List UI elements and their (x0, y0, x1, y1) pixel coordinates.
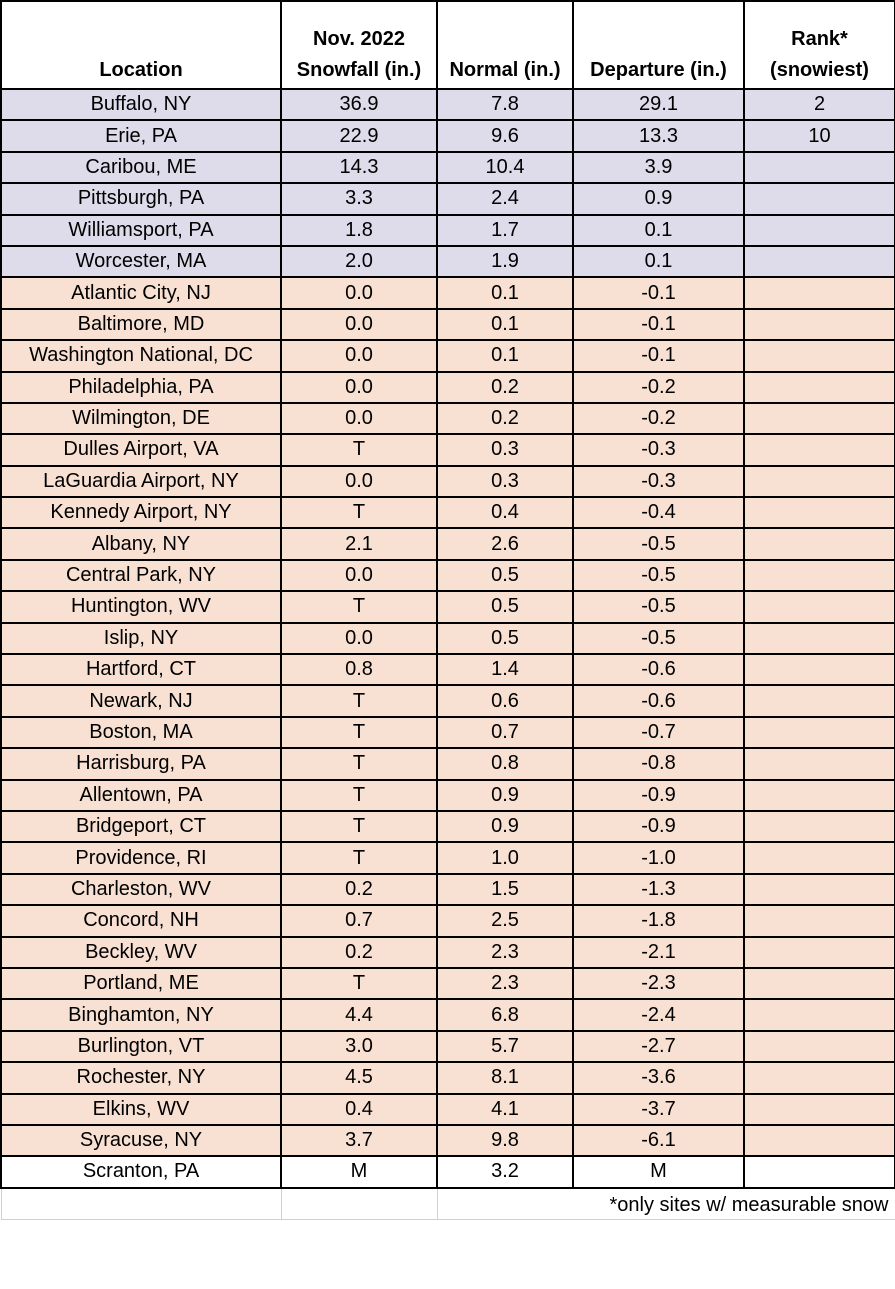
cell-location: Baltimore, MD (1, 309, 281, 340)
cell-departure: -0.6 (573, 685, 744, 716)
cell-departure: 0.1 (573, 246, 744, 277)
table-row (1, 183, 895, 214)
footnote-row (1, 1188, 895, 1220)
cell-normal: 6.8 (437, 999, 573, 1030)
header-location-label: Location (99, 59, 183, 81)
cell-snowfall: 0.0 (281, 560, 437, 591)
cell-departure: -0.1 (573, 277, 744, 308)
cell-location: Burlington, VT (1, 1031, 281, 1062)
header-snowfall (281, 1, 437, 89)
cell-normal: 10.4 (437, 152, 573, 183)
cell-snowfall: 4.5 (281, 1062, 437, 1093)
cell-rank (744, 654, 895, 685)
cell-rank (744, 1031, 895, 1062)
cell-rank (744, 905, 895, 936)
cell-snowfall: 0.0 (281, 340, 437, 371)
cell-normal: 0.8 (437, 748, 573, 779)
table-row (1, 246, 895, 277)
table-row (1, 748, 895, 779)
cell-rank (744, 403, 895, 434)
cell-rank (744, 717, 895, 748)
table-row (1, 937, 895, 968)
cell-snowfall: T (281, 434, 437, 465)
cell-location: Atlantic City, NJ (1, 277, 281, 308)
cell-normal: 2.5 (437, 905, 573, 936)
cell-rank (744, 811, 895, 842)
table-row (1, 905, 895, 936)
cell-snowfall: T (281, 748, 437, 779)
cell-snowfall: 0.0 (281, 309, 437, 340)
header-normal (437, 1, 573, 89)
cell-location: LaGuardia Airport, NY (1, 466, 281, 497)
cell-departure: -0.2 (573, 372, 744, 403)
cell-location: Philadelphia, PA (1, 372, 281, 403)
cell-normal: 0.5 (437, 560, 573, 591)
cell-snowfall: T (281, 717, 437, 748)
footnote-spacer-1 (1, 1188, 281, 1220)
cell-departure: -1.0 (573, 842, 744, 873)
cell-rank (744, 780, 895, 811)
cell-normal: 2.3 (437, 937, 573, 968)
cell-snowfall: T (281, 497, 437, 528)
cell-normal: 9.8 (437, 1125, 573, 1156)
cell-snowfall: T (281, 685, 437, 716)
header-departure-label: Departure (in.) (590, 59, 727, 81)
cell-snowfall: 3.0 (281, 1031, 437, 1062)
cell-snowfall: 0.4 (281, 1094, 437, 1125)
cell-rank (744, 528, 895, 559)
cell-rank (744, 215, 895, 246)
cell-location: Dulles Airport, VA (1, 434, 281, 465)
cell-location: Rochester, NY (1, 1062, 281, 1093)
cell-snowfall: 2.1 (281, 528, 437, 559)
table-row (1, 968, 895, 999)
cell-location: Bridgeport, CT (1, 811, 281, 842)
table-row (1, 215, 895, 246)
cell-location: Pittsburgh, PA (1, 183, 281, 214)
cell-normal: 0.4 (437, 497, 573, 528)
table-row (1, 717, 895, 748)
table-row (1, 372, 895, 403)
cell-snowfall: 0.0 (281, 466, 437, 497)
cell-rank (744, 623, 895, 654)
cell-departure: -2.3 (573, 968, 744, 999)
cell-snowfall: 0.8 (281, 654, 437, 685)
cell-snowfall: T (281, 780, 437, 811)
table-body (1, 89, 895, 1188)
cell-normal: 0.3 (437, 466, 573, 497)
table-row (1, 277, 895, 308)
table-row (1, 466, 895, 497)
cell-departure: -0.3 (573, 434, 744, 465)
cell-location: Caribou, ME (1, 152, 281, 183)
cell-departure: -3.6 (573, 1062, 744, 1093)
cell-location: Erie, PA (1, 120, 281, 151)
table-row (1, 434, 895, 465)
header-rank-line2: (snowiest) (770, 59, 869, 81)
cell-location: Newark, NJ (1, 685, 281, 716)
cell-rank (744, 999, 895, 1030)
table-row (1, 780, 895, 811)
table-row (1, 152, 895, 183)
cell-normal: 1.5 (437, 874, 573, 905)
cell-departure: -0.2 (573, 403, 744, 434)
cell-snowfall: 0.2 (281, 937, 437, 968)
cell-normal: 5.7 (437, 1031, 573, 1062)
cell-departure: -6.1 (573, 1125, 744, 1156)
cell-normal: 1.7 (437, 215, 573, 246)
cell-location: Worcester, MA (1, 246, 281, 277)
cell-rank (744, 560, 895, 591)
header-row (1, 1, 895, 89)
cell-location: Elkins, WV (1, 1094, 281, 1125)
cell-departure: -1.8 (573, 905, 744, 936)
table-row (1, 685, 895, 716)
cell-normal: 7.8 (437, 89, 573, 120)
cell-departure: -1.3 (573, 874, 744, 905)
cell-snowfall: 2.0 (281, 246, 437, 277)
cell-rank (744, 1156, 895, 1187)
table-row (1, 497, 895, 528)
header-snowfall-line2: Snowfall (in.) (296, 59, 422, 81)
cell-departure: 0.1 (573, 215, 744, 246)
cell-normal: 0.5 (437, 591, 573, 622)
cell-location: Beckley, WV (1, 937, 281, 968)
cell-normal: 2.4 (437, 183, 573, 214)
table-row (1, 528, 895, 559)
cell-normal: 2.6 (437, 528, 573, 559)
cell-departure: -3.7 (573, 1094, 744, 1125)
table-row (1, 120, 895, 151)
cell-normal: 0.2 (437, 372, 573, 403)
cell-rank (744, 497, 895, 528)
cell-normal: 8.1 (437, 1062, 573, 1093)
header-location (1, 1, 281, 89)
cell-location: Allentown, PA (1, 780, 281, 811)
cell-departure: -0.1 (573, 309, 744, 340)
table-row (1, 999, 895, 1030)
cell-location: Harrisburg, PA (1, 748, 281, 779)
footnote-spacer-2 (281, 1188, 437, 1220)
cell-normal: 0.7 (437, 717, 573, 748)
footnote: *only sites w/ measurable snow (437, 1188, 895, 1220)
cell-location: Central Park, NY (1, 560, 281, 591)
cell-normal: 0.1 (437, 340, 573, 371)
cell-snowfall: 14.3 (281, 152, 437, 183)
cell-snowfall: T (281, 842, 437, 873)
cell-location: Hartford, CT (1, 654, 281, 685)
cell-location: Providence, RI (1, 842, 281, 873)
cell-snowfall: T (281, 968, 437, 999)
header-snowfall-line1: Nov. 2022 (313, 28, 405, 50)
cell-snowfall: 1.8 (281, 215, 437, 246)
cell-departure: -0.1 (573, 340, 744, 371)
cell-departure: 13.3 (573, 120, 744, 151)
cell-location: Islip, NY (1, 623, 281, 654)
cell-rank (744, 1094, 895, 1125)
cell-snowfall: M (281, 1156, 437, 1187)
cell-rank: 2 (744, 89, 895, 120)
cell-departure: -0.5 (573, 623, 744, 654)
table-row (1, 403, 895, 434)
cell-location: Scranton, PA (1, 1156, 281, 1187)
cell-rank: 10 (744, 120, 895, 151)
cell-rank (744, 246, 895, 277)
cell-location: Wilmington, DE (1, 403, 281, 434)
cell-departure: 3.9 (573, 152, 744, 183)
cell-location: Huntington, WV (1, 591, 281, 622)
cell-normal: 0.1 (437, 277, 573, 308)
cell-rank (744, 277, 895, 308)
cell-snowfall: 22.9 (281, 120, 437, 151)
cell-location: Portland, ME (1, 968, 281, 999)
header-rank (744, 1, 895, 89)
cell-normal: 0.2 (437, 403, 573, 434)
cell-snowfall: T (281, 811, 437, 842)
cell-location: Buffalo, NY (1, 89, 281, 120)
cell-location: Charleston, WV (1, 874, 281, 905)
table-row (1, 309, 895, 340)
cell-departure: -0.5 (573, 560, 744, 591)
cell-snowfall: 3.3 (281, 183, 437, 214)
cell-departure: -0.3 (573, 466, 744, 497)
table-row (1, 874, 895, 905)
table-row (1, 560, 895, 591)
cell-departure: -2.4 (573, 999, 744, 1030)
cell-rank (744, 748, 895, 779)
header-normal-label: Normal (in.) (449, 59, 561, 81)
table-row (1, 623, 895, 654)
header-rank-line1: Rank* (791, 28, 848, 50)
cell-snowfall: 3.7 (281, 1125, 437, 1156)
cell-snowfall: 0.0 (281, 623, 437, 654)
cell-snowfall: 0.0 (281, 277, 437, 308)
table-row (1, 591, 895, 622)
table-row (1, 1156, 895, 1187)
cell-rank (744, 340, 895, 371)
cell-departure: -0.6 (573, 654, 744, 685)
table-row (1, 1125, 895, 1156)
cell-rank (744, 874, 895, 905)
cell-location: Washington National, DC (1, 340, 281, 371)
cell-departure: -0.9 (573, 780, 744, 811)
header-departure (573, 1, 744, 89)
table-row (1, 89, 895, 120)
cell-location: Kennedy Airport, NY (1, 497, 281, 528)
cell-rank (744, 183, 895, 214)
cell-normal: 0.3 (437, 434, 573, 465)
cell-normal: 0.6 (437, 685, 573, 716)
cell-rank (744, 152, 895, 183)
cell-rank (744, 372, 895, 403)
cell-rank (744, 1062, 895, 1093)
cell-normal: 9.6 (437, 120, 573, 151)
table-row (1, 842, 895, 873)
cell-location: Williamsport, PA (1, 215, 281, 246)
cell-departure: -0.7 (573, 717, 744, 748)
table-row (1, 811, 895, 842)
cell-location: Albany, NY (1, 528, 281, 559)
cell-rank (744, 968, 895, 999)
cell-snowfall: T (281, 591, 437, 622)
cell-departure: -0.9 (573, 811, 744, 842)
table-row (1, 1094, 895, 1125)
cell-rank (744, 466, 895, 497)
cell-location: Syracuse, NY (1, 1125, 281, 1156)
cell-location: Boston, MA (1, 717, 281, 748)
cell-normal: 0.9 (437, 780, 573, 811)
table-row (1, 1062, 895, 1093)
cell-rank (744, 937, 895, 968)
cell-rank (744, 434, 895, 465)
cell-normal: 0.5 (437, 623, 573, 654)
cell-departure: -2.1 (573, 937, 744, 968)
cell-departure: 0.9 (573, 183, 744, 214)
cell-normal: 3.2 (437, 1156, 573, 1187)
table-row (1, 1031, 895, 1062)
cell-departure: -0.8 (573, 748, 744, 779)
cell-location: Binghamton, NY (1, 999, 281, 1030)
table-row (1, 340, 895, 371)
cell-departure: -0.4 (573, 497, 744, 528)
cell-normal: 2.3 (437, 968, 573, 999)
cell-rank (744, 591, 895, 622)
cell-rank (744, 1125, 895, 1156)
cell-snowfall: 36.9 (281, 89, 437, 120)
cell-departure: 29.1 (573, 89, 744, 120)
cell-normal: 1.4 (437, 654, 573, 685)
cell-rank (744, 309, 895, 340)
cell-location: Concord, NH (1, 905, 281, 936)
cell-normal: 1.0 (437, 842, 573, 873)
cell-departure: -2.7 (573, 1031, 744, 1062)
table-row (1, 654, 895, 685)
cell-departure: -0.5 (573, 591, 744, 622)
cell-snowfall: 4.4 (281, 999, 437, 1030)
cell-departure: -0.5 (573, 528, 744, 559)
cell-normal: 0.1 (437, 309, 573, 340)
cell-departure: M (573, 1156, 744, 1187)
cell-normal: 0.9 (437, 811, 573, 842)
cell-rank (744, 685, 895, 716)
cell-normal: 1.9 (437, 246, 573, 277)
cell-normal: 4.1 (437, 1094, 573, 1125)
cell-snowfall: 0.0 (281, 372, 437, 403)
cell-snowfall: 0.7 (281, 905, 437, 936)
cell-rank (744, 842, 895, 873)
cell-snowfall: 0.0 (281, 403, 437, 434)
cell-snowfall: 0.2 (281, 874, 437, 905)
